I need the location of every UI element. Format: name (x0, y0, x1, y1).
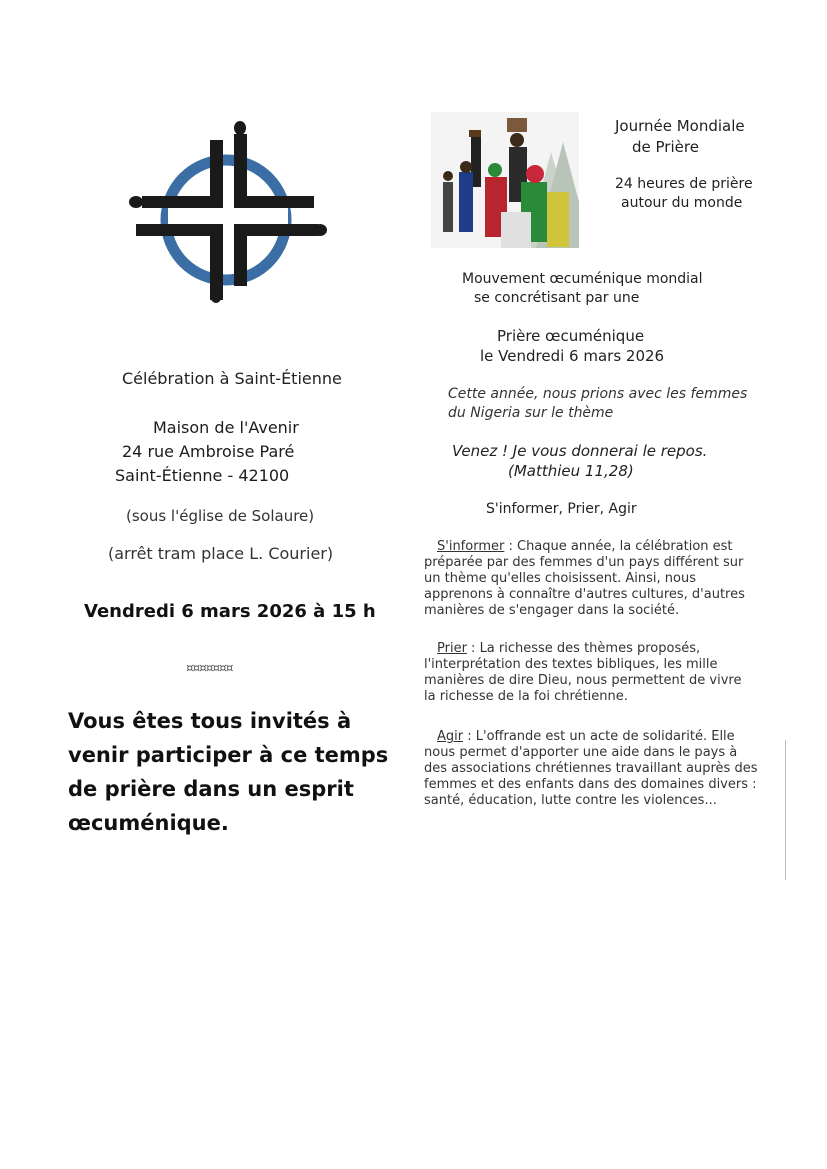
theme-line: Venez ! Je vous donnerai le repos. (452, 442, 708, 460)
paragraph-line: préparée par des femmes d'un pays différent sur (424, 555, 744, 570)
paragraph-line: un thème qu'elles choisissent. Ainsi, nous (424, 571, 697, 586)
hours-line: autour du monde (621, 195, 743, 211)
hours-tagline (615, 175, 753, 213)
hours-line: 24 heures de prière (615, 176, 753, 192)
this-year-line: Cette année, nous prions avec les femmes (448, 386, 748, 402)
paragraph-line: : La richesse des thèmes proposés, (466, 641, 701, 656)
journee-mondiale-title (615, 116, 745, 158)
paragraph-label: Agir (437, 729, 464, 744)
paragraph-prier (424, 641, 764, 705)
paragraph-line: la richesse de la foi chrétienne. (424, 689, 628, 704)
paragraph-line: apprenons à connaître d'autres cultures, d'autres (424, 587, 745, 602)
celebration-heading: Célébration à Saint-Étienne (122, 369, 342, 388)
paragraph-line: nous permet d'apporter une aide dans le pays à (424, 745, 738, 760)
under-church-note: (sous l'église de Solaure) (126, 507, 315, 525)
separator: ¤¤¤¤¤¤¤ (186, 661, 233, 675)
invitation-line: de prière dans un esprit (68, 777, 354, 801)
sections-title: S'informer, Prier, Agir (486, 501, 637, 517)
address-place: Maison de l'Avenir (153, 418, 299, 437)
paragraph-line: manières de dire Dieu, nous permettent de vivre (424, 673, 742, 688)
invitation-line: venir participer à ce temps (68, 743, 389, 767)
women-illustration (431, 112, 579, 248)
paragraph-label: S'informer (437, 539, 505, 554)
paragraph-line: santé, éducation, lutte contre les violences... (424, 793, 717, 808)
theme-quote (452, 441, 707, 481)
movement-line: Mouvement œcuménique mondial (462, 271, 703, 287)
address-street: 24 rue Ambroise Paré (122, 442, 295, 461)
prayer-line: Prière œcuménique (497, 327, 645, 345)
paragraph-line: : Chaque année, la célébration est (504, 539, 733, 554)
ecumenical-prayer-heading (480, 326, 664, 366)
journee-line: de Prière (632, 138, 699, 156)
event-date-time: Vendredi 6 mars 2026 à 15 h (84, 601, 376, 622)
paragraph-line: des associations chrétiennes travaillant auprès des (424, 761, 758, 776)
invitation-line: Vous êtes tous invités à (68, 709, 352, 733)
paragraph-line: : L'offrande est un acte de solidarité. Elle (463, 729, 735, 744)
this-year-line: du Nigeria sur le thème (448, 405, 614, 421)
paragraph-line: l'interprétation des textes bibliques, les mille (424, 657, 718, 672)
paragraph-sinformer (424, 539, 764, 619)
this-year-text (448, 385, 747, 423)
paragraph-label: Prier (437, 641, 467, 656)
movement-description (462, 270, 703, 308)
invitation-text (68, 704, 398, 840)
address-city: Saint-Étienne - 42100 (115, 466, 290, 485)
paragraph-line: manières de s'engager dans la société. (424, 603, 680, 618)
wdp-cross-logo (128, 120, 328, 310)
movement-line: se concrétisant par une (474, 290, 640, 306)
theme-reference: (Matthieu 11,28) (508, 462, 634, 480)
paragraph-line: femmes et des enfants dans des domaines divers : (424, 777, 757, 792)
paragraph-agir (424, 729, 764, 809)
prayer-line: le Vendredi 6 mars 2026 (480, 347, 665, 365)
invitation-line: œcuménique. (68, 811, 229, 835)
journee-line: Journée Mondiale (615, 117, 745, 135)
scan-edge-line (785, 740, 786, 880)
tram-stop-note: (arrêt tram place L. Courier) (108, 544, 334, 563)
